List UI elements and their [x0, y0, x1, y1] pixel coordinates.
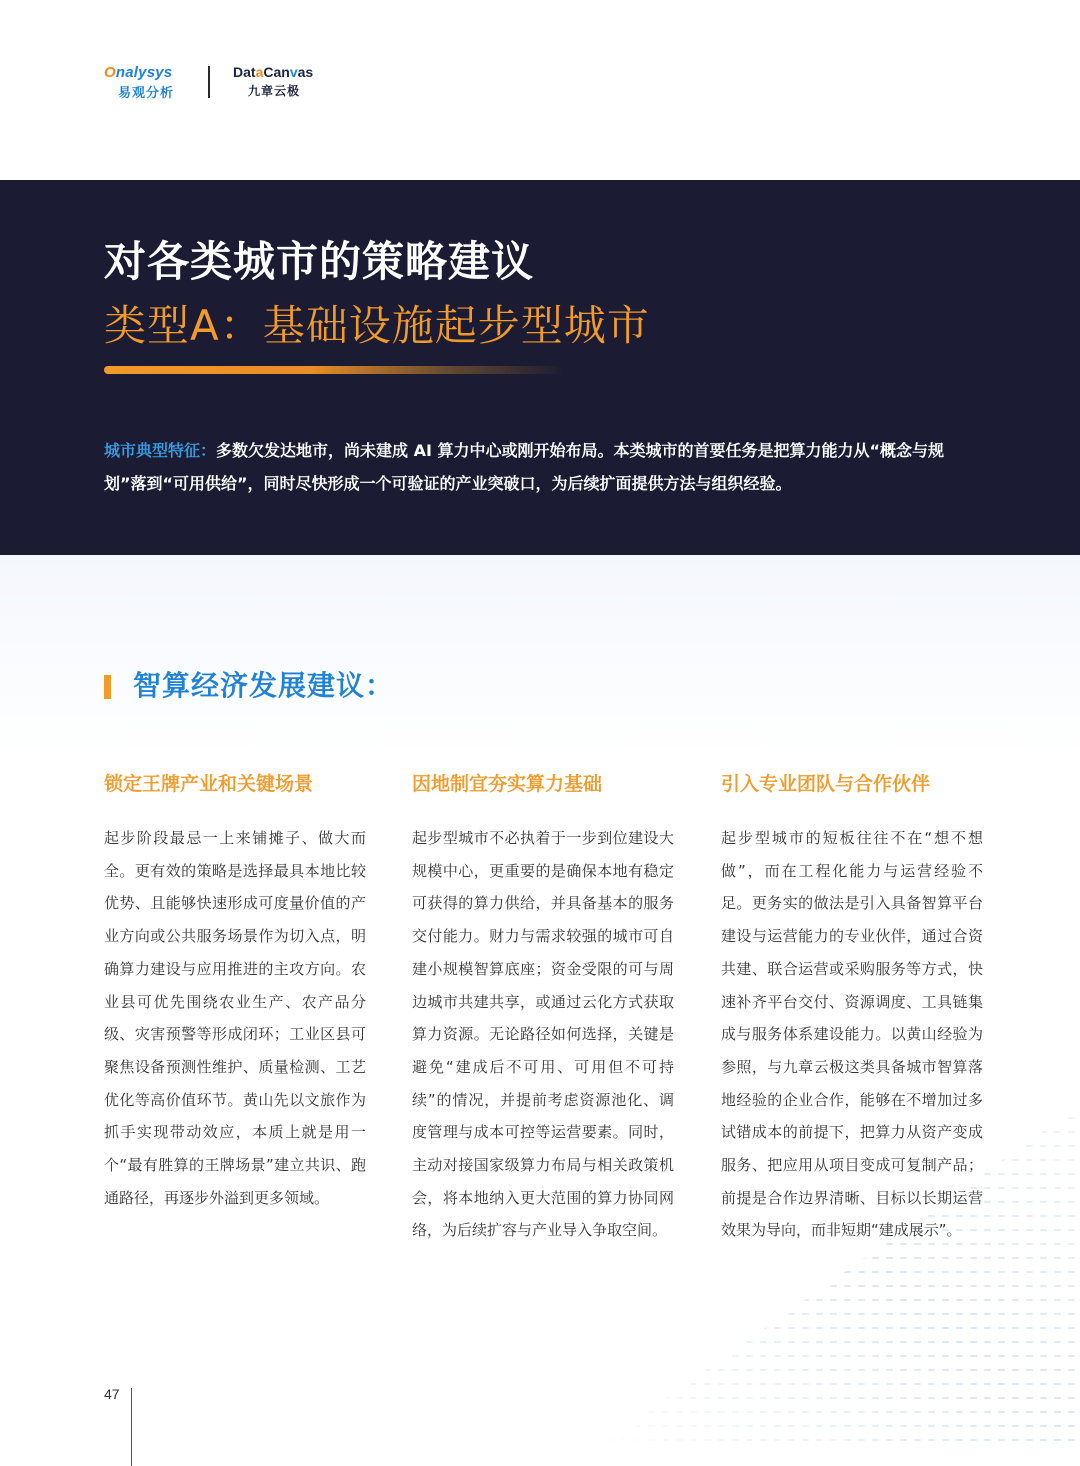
recommendation-column-2 — [412, 768, 674, 1247]
page-number: 47 — [104, 1386, 120, 1402]
logo-divider — [208, 66, 210, 98]
datacanvas-logo-cn: 九章云极 — [248, 84, 301, 98]
column-body: 起步型城市的短板往往不在“想不想做”，而在工程化能力与运营经验不足。更务实的做法是引入具备智算平台建设与运营能力的专业伙伴，通过合资共建、联合运营或采购服务等方式，快速补齐平台交付、资源调度、工具链集成与服务体系建设能力。以黄山经验为参照，与九章云极这类具备城市智算落地经验的企业合作，能够在不增加过多试错成本的前提下，把算力从资产变成服务、把应用从项目变成可复制产品；前提是合作边界清晰、目标以长期运营效果为导向，而非短期“建成展示”。 — [721, 829, 983, 1240]
analysys-logo-cn: 易观分析 — [118, 86, 175, 101]
analysys-logo — [104, 62, 188, 102]
section-title: 智算经济发展建议： — [133, 669, 395, 702]
datacanvas-logo — [233, 62, 333, 102]
page-header — [0, 0, 1080, 180]
section-marker — [104, 675, 111, 699]
column-body: 起步型城市不必执着于一步到位建设大规模中心，更重要的是确保本地有稳定可获得的算力供给，并具备基本的服务交付能力。财力与需求较强的城市可自建小规模智算底座；资金受限的可与周边城市共建共享，或通过云化方式获取算力资源。无论路径如何选择，关键是避免“建成后不可用、可用但不可持续”的情况，并提前考虑资源池化、调度管理与成本可控等运营要素。同时，主动对接国家级算力布局与相关政策机会，将本地纳入更大范围的算力协同网络，为后续扩容与产业导入争取空间。 — [412, 829, 674, 1240]
recommendation-column-3 — [721, 768, 983, 1247]
column-heading: 锁定王牌产业和关键场景 — [104, 773, 314, 795]
datacanvas-logo-text-2: Can — [263, 64, 290, 80]
page-title: 对各类城市的策略建议 — [104, 237, 535, 286]
city-feature-label: 城市典型特征： — [104, 441, 217, 460]
recommendation-column-1 — [104, 768, 366, 1214]
datacanvas-logo-text-1: Dat — [233, 64, 256, 80]
datacanvas-logo-text-3: as — [297, 64, 314, 80]
page-number-divider — [131, 1388, 132, 1466]
column-heading: 引入专业团队与合作伙伴 — [721, 773, 931, 795]
datacanvas-logo-accent-1: a — [255, 64, 264, 80]
page-subtitle: 类型A：基础设施起步型城市 — [104, 301, 650, 350]
datacanvas-logo-accent-2: v — [289, 64, 298, 80]
column-body: 起步阶段最忌一上来铺摊子、做大而全。更有效的策略是选择最具本地比较优势、且能够快速形成可度量价值的产业方向或公共服务场景作为切入点，明确算力建设与应用推进的主攻方向。农业县可优先围绕农业生产、农产品分级、灾害预警等形成闭环；工业区县可聚焦设备预测性维护、质量检测、工艺优化等高价值环节。黄山先以文旅作为抓手实现带动效应，本质上就是用一个“最有胜算的王牌场景”建立共识、跑通路径，再逐步外溢到更多领域。 — [104, 829, 366, 1207]
column-heading: 因地制宜夯实算力基础 — [412, 773, 603, 795]
city-feature-paragraph — [104, 434, 984, 500]
analysys-logo-text: nalysys — [115, 64, 173, 81]
title-underline — [104, 366, 564, 374]
city-feature-text: 多数欠发达地市，尚未建成 AI 算力中心或刚开始布局。本类城市的首要任务是把算力能力从“概念与规划”落到“可用供给”，同时尽快形成一个可验证的产业突破口，为后续扩面提供方法与组织经验。 — [104, 441, 945, 493]
analysys-logo-mark: O — [104, 64, 116, 81]
